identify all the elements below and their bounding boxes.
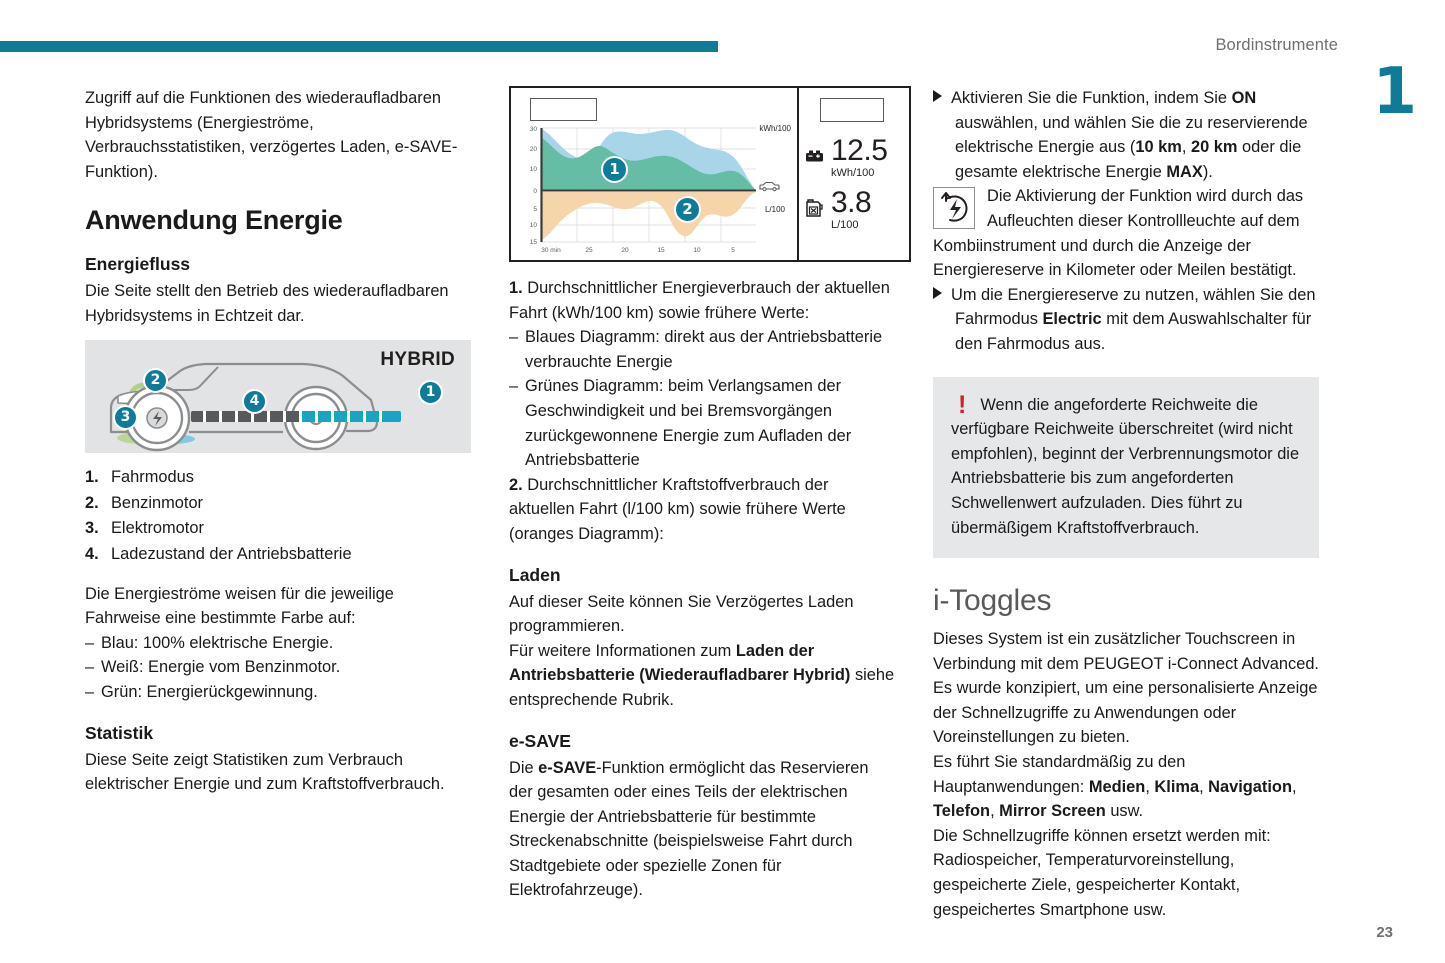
instruction-bullet-2 bbox=[933, 283, 1319, 357]
esave-bold: e-SAVE bbox=[538, 758, 597, 777]
bullet2-part-a: Um die Energiereserve zu nutzen, wählen Sie den Fahrmodus bbox=[951, 285, 1316, 329]
itoggles-app-mirror-screen: Mirror Screen bbox=[999, 802, 1106, 821]
legend-number: 1. bbox=[85, 468, 99, 487]
screen-title-field bbox=[530, 98, 597, 121]
screen-chart-panel bbox=[511, 88, 799, 260]
car-illustration-svg bbox=[85, 340, 471, 453]
heading-energiefluss: Energiefluss bbox=[85, 254, 191, 275]
kwh-unit: kWh/100 bbox=[831, 167, 875, 179]
legend-label: Elektromotor bbox=[111, 519, 204, 538]
list-item bbox=[85, 631, 471, 656]
list-item bbox=[85, 680, 471, 705]
list-item bbox=[85, 542, 471, 567]
chart-item-1-dash-1: Blaues Diagramm: direkt aus der Antriebsbatterie verbrauchte Energie bbox=[525, 328, 883, 371]
statistik-text: Diese Seite zeigt Statistiken zum Verbrauch elektrischer Energie und zum Kraftstoffverbrauch. bbox=[85, 750, 445, 794]
chart-item-1-dash-2: Grünes Diagramm: beim Verlangsamen der Geschwindigkeit und bei Bremsvorgängen zurückgewonnene Energie zum Aufladen der Antriebsbatterie bbox=[525, 377, 852, 470]
list-item bbox=[85, 655, 471, 680]
dash-marker: – bbox=[85, 683, 95, 701]
energy-consumption-chart bbox=[511, 126, 799, 254]
kwh-value: 12.5 bbox=[831, 134, 888, 167]
car-legend-list bbox=[85, 465, 471, 566]
chart-callout-2: 2 bbox=[674, 196, 701, 223]
esave-part-c: -Funktion ermöglicht das Reservieren der gesamten oder eines Teils der elektrischen Energie der Antriebsbatterie für bestimmte Streckenabschnitte (beispielsweise Fahrt durch Stadtgebiete oder spezielle Zonen für Elektrofahrzeuge). bbox=[509, 758, 869, 900]
section-title-i-toggles: i-Toggles bbox=[933, 584, 1052, 618]
itoggles-p2-part-b: usw. bbox=[1105, 802, 1144, 821]
chapter-number: 1 bbox=[1372, 55, 1417, 129]
arrow-bullet-icon bbox=[933, 287, 942, 299]
svg-text:5: 5 bbox=[731, 247, 735, 254]
svg-text:10: 10 bbox=[529, 222, 537, 229]
bullet1-on: ON bbox=[1231, 89, 1257, 107]
instruction-bullet-1 bbox=[933, 86, 1319, 184]
dash-marker: – bbox=[509, 377, 519, 396]
warning-text: Wenn die angeforderte Reichweite die verfügbare Reichweite überschreitet (wird nicht empfohlen), beginnt der Verbrennungsmotor die Antriebsbatterie bis zum angeforderten Schwellenwert aufzuladen. Dies führt zu übermäßigem Kraftstoffverbrauch. bbox=[951, 395, 1300, 537]
chart-item-1 bbox=[509, 276, 895, 325]
hybrid-label: HYBRID bbox=[380, 349, 455, 371]
svg-text:30: 30 bbox=[529, 126, 537, 133]
list-item bbox=[85, 465, 471, 490]
chart-item-1-text: Durchschnittlicher Energieverbrauch der aktuellen Fahrt (kWh/100 km) sowie frühere Werte: bbox=[509, 279, 890, 322]
itoggles-app-telefon: Telefon bbox=[933, 802, 991, 821]
list-item bbox=[85, 491, 471, 516]
section-title-anwendung-energie: Anwendung Energie bbox=[85, 205, 343, 236]
e-save-telltale-icon bbox=[933, 187, 975, 229]
itoggles-paragraph-1: Dieses System ist ein zusätzlicher Touchscreen in Verbindung mit dem PEUGEOT i-Connect Advanced. Es wurde konzipiert, um eine personalisierte Anzeige der Schnellzugriffe zu Anwendungen oder Voreinstellungen zu bieten. bbox=[933, 630, 1319, 747]
chart-item-2-text: Durchschnittlicher Kraftstoffverbrauch der aktuellen Fahrt (l/100 km) sowie frühere Werte (oranges Diagramm): bbox=[509, 475, 846, 543]
itoggles-paragraph-2: Es führt Sie standardmäßig zu den Hauptanwendungen: Medien, Klima, Navigation, Telefon, Mirror Screen usw. bbox=[933, 753, 1297, 821]
car-callout-2: 2 bbox=[143, 368, 168, 393]
energiefluss-text: Die Seite stellt den Betrieb des wiederaufladbaren Hybridsystems in Echtzeit dar. bbox=[85, 282, 449, 325]
svg-text:10: 10 bbox=[529, 166, 537, 173]
bullet2-electric: Electric bbox=[1042, 310, 1102, 329]
svg-text:20: 20 bbox=[621, 247, 629, 254]
readout-title-field bbox=[820, 98, 884, 122]
kwh-readout bbox=[805, 136, 887, 179]
car-callout-1: 1 bbox=[418, 380, 443, 405]
svg-text:25: 25 bbox=[585, 247, 593, 254]
legend-label: Ladezustand der Antriebsbatterie bbox=[111, 545, 352, 564]
middle-column bbox=[509, 86, 895, 903]
svg-text:15: 15 bbox=[657, 247, 665, 254]
fuel-value: 3.8 bbox=[831, 186, 872, 219]
laden-paragraph-1: Auf dieser Seite können Sie Verzögertes Laden programmieren. bbox=[509, 592, 854, 636]
esave-paragraph bbox=[509, 756, 895, 904]
laden-p2-bold: Laden der Antriebsbatterie (Wiederaufladbarer Hybrid) bbox=[509, 641, 851, 685]
bullet1-part-b: auswählen, und wählen Sie die zu reservierende elektrische Energie aus ( bbox=[955, 113, 1308, 157]
right-column bbox=[933, 86, 1319, 922]
intro-paragraph: Zugriff auf die Funktionen des wiederaufladbaren Hybridsystems (Energieströme, Verbrauchsstatistiken, verzögertes Laden, e-SAVE-Funktion). bbox=[85, 89, 458, 181]
colors-intro: Die Energieströme weisen für die jeweilige Fahrweise eine bestimmte Farbe auf: bbox=[85, 584, 394, 628]
header-accent-bar bbox=[0, 41, 718, 52]
fuel-unit: L/100 bbox=[831, 219, 859, 231]
list-item bbox=[85, 516, 471, 541]
laden-p2-part-a: Für weitere Informationen zum bbox=[509, 641, 736, 660]
dash-marker: – bbox=[509, 328, 519, 347]
bullet1-part-c: , bbox=[1181, 138, 1191, 157]
hybrid-car-figure bbox=[85, 340, 471, 453]
itoggles-app-navigation: Navigation bbox=[1208, 777, 1292, 796]
car-glyph-icon bbox=[760, 183, 779, 191]
esave-part-a: Die bbox=[509, 758, 539, 777]
itoggles-p2-part-a: Es führt Sie standardmäßig zu den Hauptanwendungen: bbox=[933, 753, 1186, 796]
chart-callout-1: 1 bbox=[601, 156, 628, 183]
legend-label: Benzinmotor bbox=[111, 493, 204, 512]
car-callout-3: 3 bbox=[113, 405, 138, 430]
bullet1-part-a: Aktivieren Sie die Funktion, indem Sie bbox=[951, 89, 1232, 107]
bullet1-km20: 20 km bbox=[1190, 138, 1238, 157]
running-head: Bordinstrumente bbox=[1215, 36, 1338, 54]
screen-readout-panel bbox=[799, 88, 909, 260]
legend-label: Fahrmodus bbox=[111, 468, 194, 487]
chart-item-2 bbox=[509, 473, 895, 547]
bullet1-km10: 10 km bbox=[1135, 138, 1182, 157]
svg-text:15: 15 bbox=[529, 239, 537, 246]
svg-text:20: 20 bbox=[529, 146, 537, 153]
laden-paragraph-2 bbox=[509, 639, 895, 713]
fuel-readout bbox=[805, 188, 871, 231]
svg-text:10: 10 bbox=[693, 247, 701, 254]
list-item bbox=[509, 325, 895, 374]
bullet1-max: MAX bbox=[1166, 162, 1203, 181]
warning-callout-box bbox=[933, 377, 1319, 559]
telltale-text: Die Aktivierung der Funktion wird durch das Aufleuchten dieser Kontrollleuchte auf dem Kombiinstrument und durch die Anzeige der Energiereserve in Kilometer oder Meilen bestätigt. bbox=[933, 187, 1304, 280]
chart-unit-bottom: L/100 bbox=[764, 205, 785, 214]
legend-number: 3. bbox=[85, 519, 99, 538]
laden-p2-part-c: siehe entsprechende Rubrik. bbox=[509, 666, 895, 709]
warning-exclamation-icon: ! bbox=[958, 390, 967, 419]
itoggles-app-medien: Medien bbox=[1088, 777, 1146, 796]
battery-icon bbox=[805, 136, 831, 171]
legend-number: 4. bbox=[85, 545, 99, 564]
energy-statistics-screen-figure bbox=[509, 86, 911, 262]
bullet1-part-d: oder die gesamte elektrische Energie bbox=[955, 138, 1302, 181]
color-item-label: Blau: 100% elektrische Energie. bbox=[101, 633, 334, 652]
itoggles-paragraph-3: Die Schnellzugriffe können ersetzt werden mit: Radiospeicher, Temperaturvoreinstellung, gespeicherte Ziele, gespeicherter Kontakt, gespeichertes Smartphone usw. bbox=[933, 826, 1271, 919]
arrow-bullet-icon bbox=[933, 90, 942, 102]
itoggles-app-klima: Klima bbox=[1154, 777, 1200, 796]
telltale-paragraph bbox=[933, 184, 1319, 282]
heading-e-save: e-SAVE bbox=[509, 730, 571, 751]
dash-marker: – bbox=[85, 658, 95, 677]
color-item-label: Grün: Energierückgewinnung. bbox=[101, 683, 318, 701]
svg-text:0: 0 bbox=[533, 188, 537, 195]
heading-laden: Laden bbox=[509, 564, 561, 585]
list-item bbox=[509, 374, 895, 472]
svg-text:30 min: 30 min bbox=[541, 247, 561, 254]
dash-marker: – bbox=[85, 633, 95, 652]
left-column bbox=[85, 86, 471, 797]
chart-item-1-number: 1. bbox=[509, 279, 523, 297]
legend-number: 2. bbox=[85, 493, 99, 512]
color-item-label: Weiß: Energie vom Benzinmotor. bbox=[101, 658, 341, 677]
svg-text:5: 5 bbox=[533, 206, 537, 213]
bullet2-part-b: mit dem Auswahlschalter für den Fahrmodus aus. bbox=[955, 310, 1312, 353]
chart-unit-top: kWh/100 bbox=[759, 124, 791, 133]
bullet1-part-e: ). bbox=[1202, 162, 1213, 181]
fuel-can-icon bbox=[805, 188, 831, 226]
car-callout-4: 4 bbox=[242, 389, 267, 414]
heading-statistik: Statistik bbox=[85, 722, 154, 743]
page-number: 23 bbox=[1376, 924, 1393, 941]
chart-item-2-number: 2. bbox=[509, 475, 523, 494]
